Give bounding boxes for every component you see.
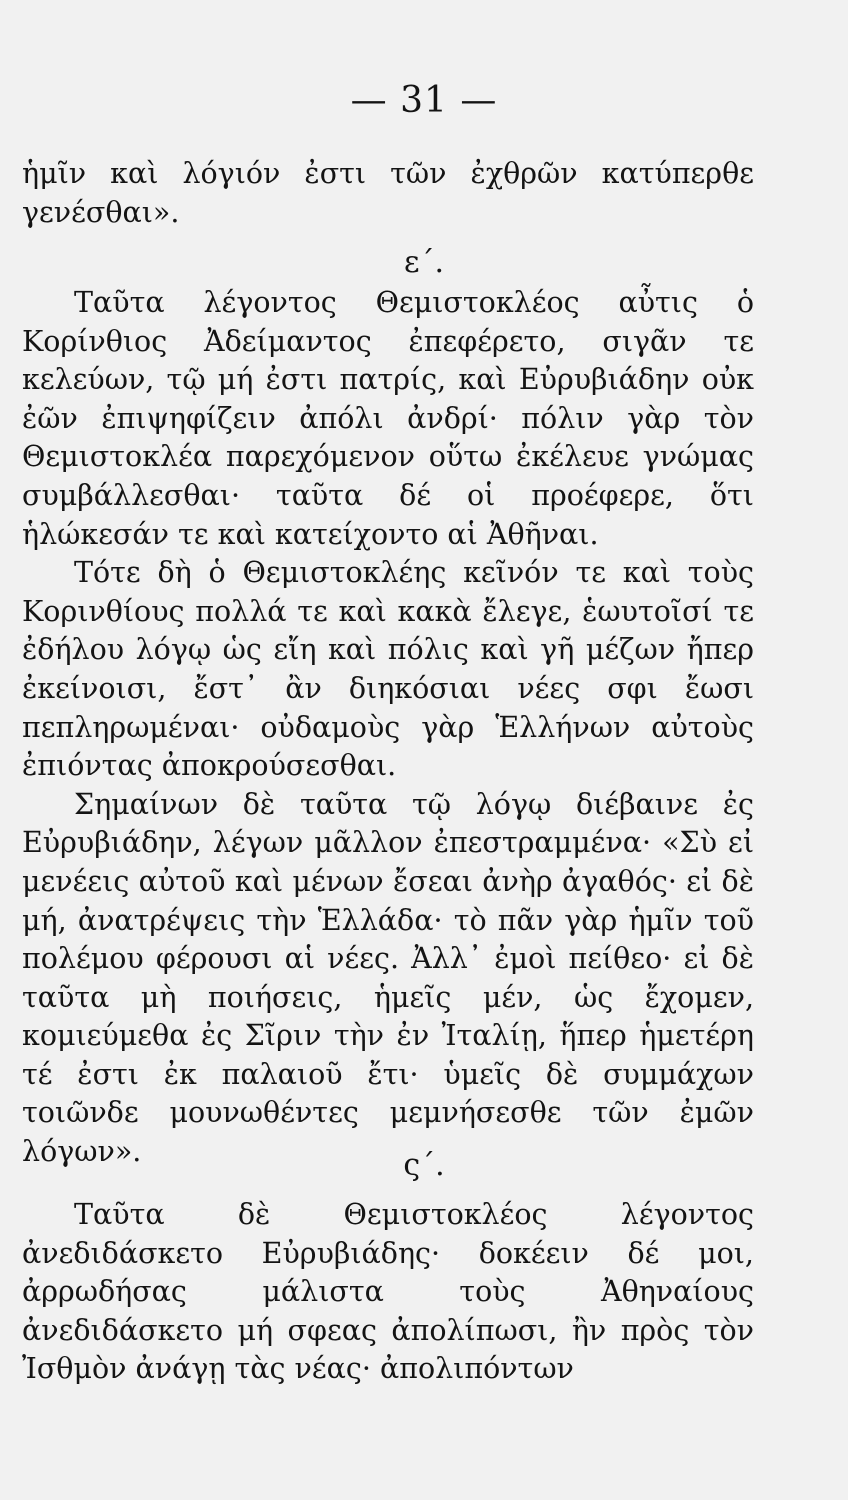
opening-text — [22, 155, 754, 232]
opening-paragraph: ἡμῖν καὶ λόγιόν ἐστι τῶν ἐχθρῶν κατύπερθε γενέσθαι». — [22, 157, 754, 229]
section-heading-e: ε΄. — [403, 245, 445, 280]
section-heading-st: ς΄. — [403, 1148, 445, 1183]
section-st-text — [22, 1196, 754, 1389]
section-e-text — [22, 284, 754, 1172]
paragraph: Ταῦτα λέγοντος Θεμιστοκλέος αὖτις ὁ Κορίνθιος Ἀδείμαντος ἐπεφέρετο, σιγᾶν τε κελεύων, τῷ μή ἐστι πατρίς, καὶ Εὐρυβιάδην οὐκ ἐῶν ἐπιψηφίζειν ἀπόλι ἀνδρί· πόλιν γὰρ τὸν Θεμιστοκλέα παρεχόμενον οὕτω ἐκέλευε γνώμας συμβάλλεσθαι· ταῦτα δέ οἱ προέφερε, ὅτι ἡλώκεσάν τε καὶ κατείχοντο αἱ Ἀθῆναι. — [22, 286, 754, 551]
page-number: — 31 — — [350, 80, 498, 121]
paragraph: Ταῦτα δὲ Θεμιστοκλέος λέγοντος ἀνεδιδάσκετο Εὐρυβιάδης· δοκέειν δέ μοι, ἀρρωδήσας μάλιστα τοὺς Ἀθηναίους ἀνεδιδάσκετο μή σφεας ἀπολίπωσι, ἢν πρὸς τὸν Ἰσθμὸν ἀνάγῃ τὰς νέας· ἀπολιπόντων — [22, 1198, 754, 1386]
paragraph: Σημαίνων δὲ ταῦτα τῷ λόγῳ διέβαινε ἐς Εὐρυβιάδην, λέγων μᾶλλον ἐπεστραμμένα· «Σὺ εἰ μενέεις αὐτοῦ καὶ μένων ἔσεαι ἀνὴρ ἀγαθός· εἰ δὲ μή, ἀνατρέψεις τὴν Ἑλλάδα· τὸ πᾶν γὰρ ἡμῖν τοῦ πολέμου φέρουσι αἱ νέες. Ἀλλ᾽ ἐμοὶ πείθεο· εἰ δὲ ταῦτα μὴ ποιήσεις, ἡμεῖς μέν, ὡς ἔχομεν, κομιεύμεθα ἐς Σῖριν τὴν ἐν Ἰταλίῃ, ἥπερ ἡμετέρη τέ ἐστι ἐκ παλαιοῦ ἔτι· ὑμεῖς δὲ συμμάχων τοιῶνδε μουνωθέντες μεμνήσεσθε τῶν ἐμῶν λόγων». — [22, 787, 754, 1169]
paragraph: Τότε δὴ ὁ Θεμιστοκλέης κεῖνόν τε καὶ τοὺς Κορινθίους πολλά τε καὶ κακὰ ἔλεγε, ἑωυτοῖσί τε ἐδήλου λόγῳ ὡς εἴη καὶ πόλις καὶ γῆ μέζων ἤπερ ἐκείνοισι, ἔστ᾽ ἂν διηκόσιαι νέες σφι ἔωσι πεπληρωμέναι· οὐδαμοὺς γὰρ Ἑλλήνων αὐτοὺς ἐπιόντας ἀποκρούσεσθαι. — [22, 556, 754, 783]
